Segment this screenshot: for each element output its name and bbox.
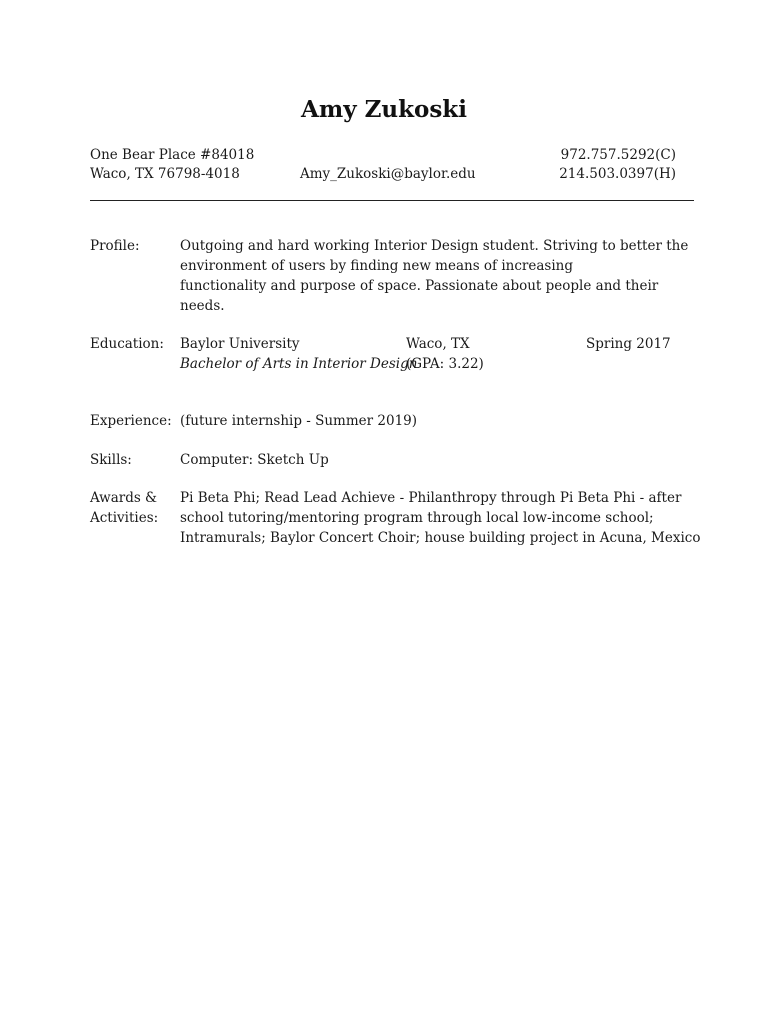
phone-cell: 972.757.5292(C): [560, 147, 676, 163]
awards-label-line-2: Activities:: [90, 510, 159, 526]
education-label: Education:: [90, 336, 164, 352]
education-location: Waco, TX: [406, 336, 470, 352]
education-gpa: (GPA: 3.22): [406, 356, 484, 372]
education-date: Spring 2017: [586, 336, 671, 352]
resume-name: Amy Zukoski: [301, 96, 467, 123]
email-address: Amy_Zukoski@baylor.edu: [300, 166, 476, 182]
awards-section: [90, 488, 701, 552]
awards-label: [90, 488, 178, 528]
phone-block: [559, 146, 676, 184]
experience-body: (future internship - Summer 2019): [180, 413, 418, 429]
education-school: Baylor University: [180, 336, 300, 352]
education-degree: Bachelor of Arts in Interior Design: [180, 356, 418, 372]
education-row-degree: [180, 354, 680, 374]
experience-section: [90, 411, 690, 433]
experience-label: Experience:: [90, 413, 172, 429]
awards-line: Pi Beta Phi; Read Lead Achieve - Philanthropy through Pi Beta Phi - after: [180, 490, 682, 506]
profile-line: functionality and purpose of space. Passionate about people and their: [180, 278, 659, 294]
address-block: [90, 146, 254, 184]
skills-section: [90, 450, 690, 472]
profile-section: [90, 236, 690, 318]
profile-body: [180, 236, 689, 316]
address-line-1: One Bear Place #84018: [90, 147, 255, 163]
phone-home: 214.503.0397(H): [559, 166, 676, 182]
awards-line: Intramurals; Baylor Concert Choir; house building project in Acuna, Mexico: [180, 530, 701, 546]
awards-label-line-1: Awards &: [90, 490, 158, 506]
skills-body: Computer: Sketch Up: [180, 452, 329, 468]
profile-label: Profile:: [90, 238, 140, 254]
education-section: [90, 334, 690, 378]
profile-line: Outgoing and hard working Interior Design student. Striving to better the: [180, 238, 689, 254]
address-line-2: Waco, TX 76798-4018: [90, 166, 240, 182]
awards-line: school tutoring/mentoring program through local low-income school;: [180, 510, 654, 526]
profile-line: needs.: [180, 298, 225, 314]
header-divider: [90, 200, 694, 201]
profile-line: environment of users by finding new means of increasing: [180, 258, 573, 274]
awards-body: [180, 488, 701, 548]
education-body: [180, 334, 680, 374]
education-row-school: [180, 334, 680, 354]
skills-label: Skills:: [90, 452, 132, 468]
